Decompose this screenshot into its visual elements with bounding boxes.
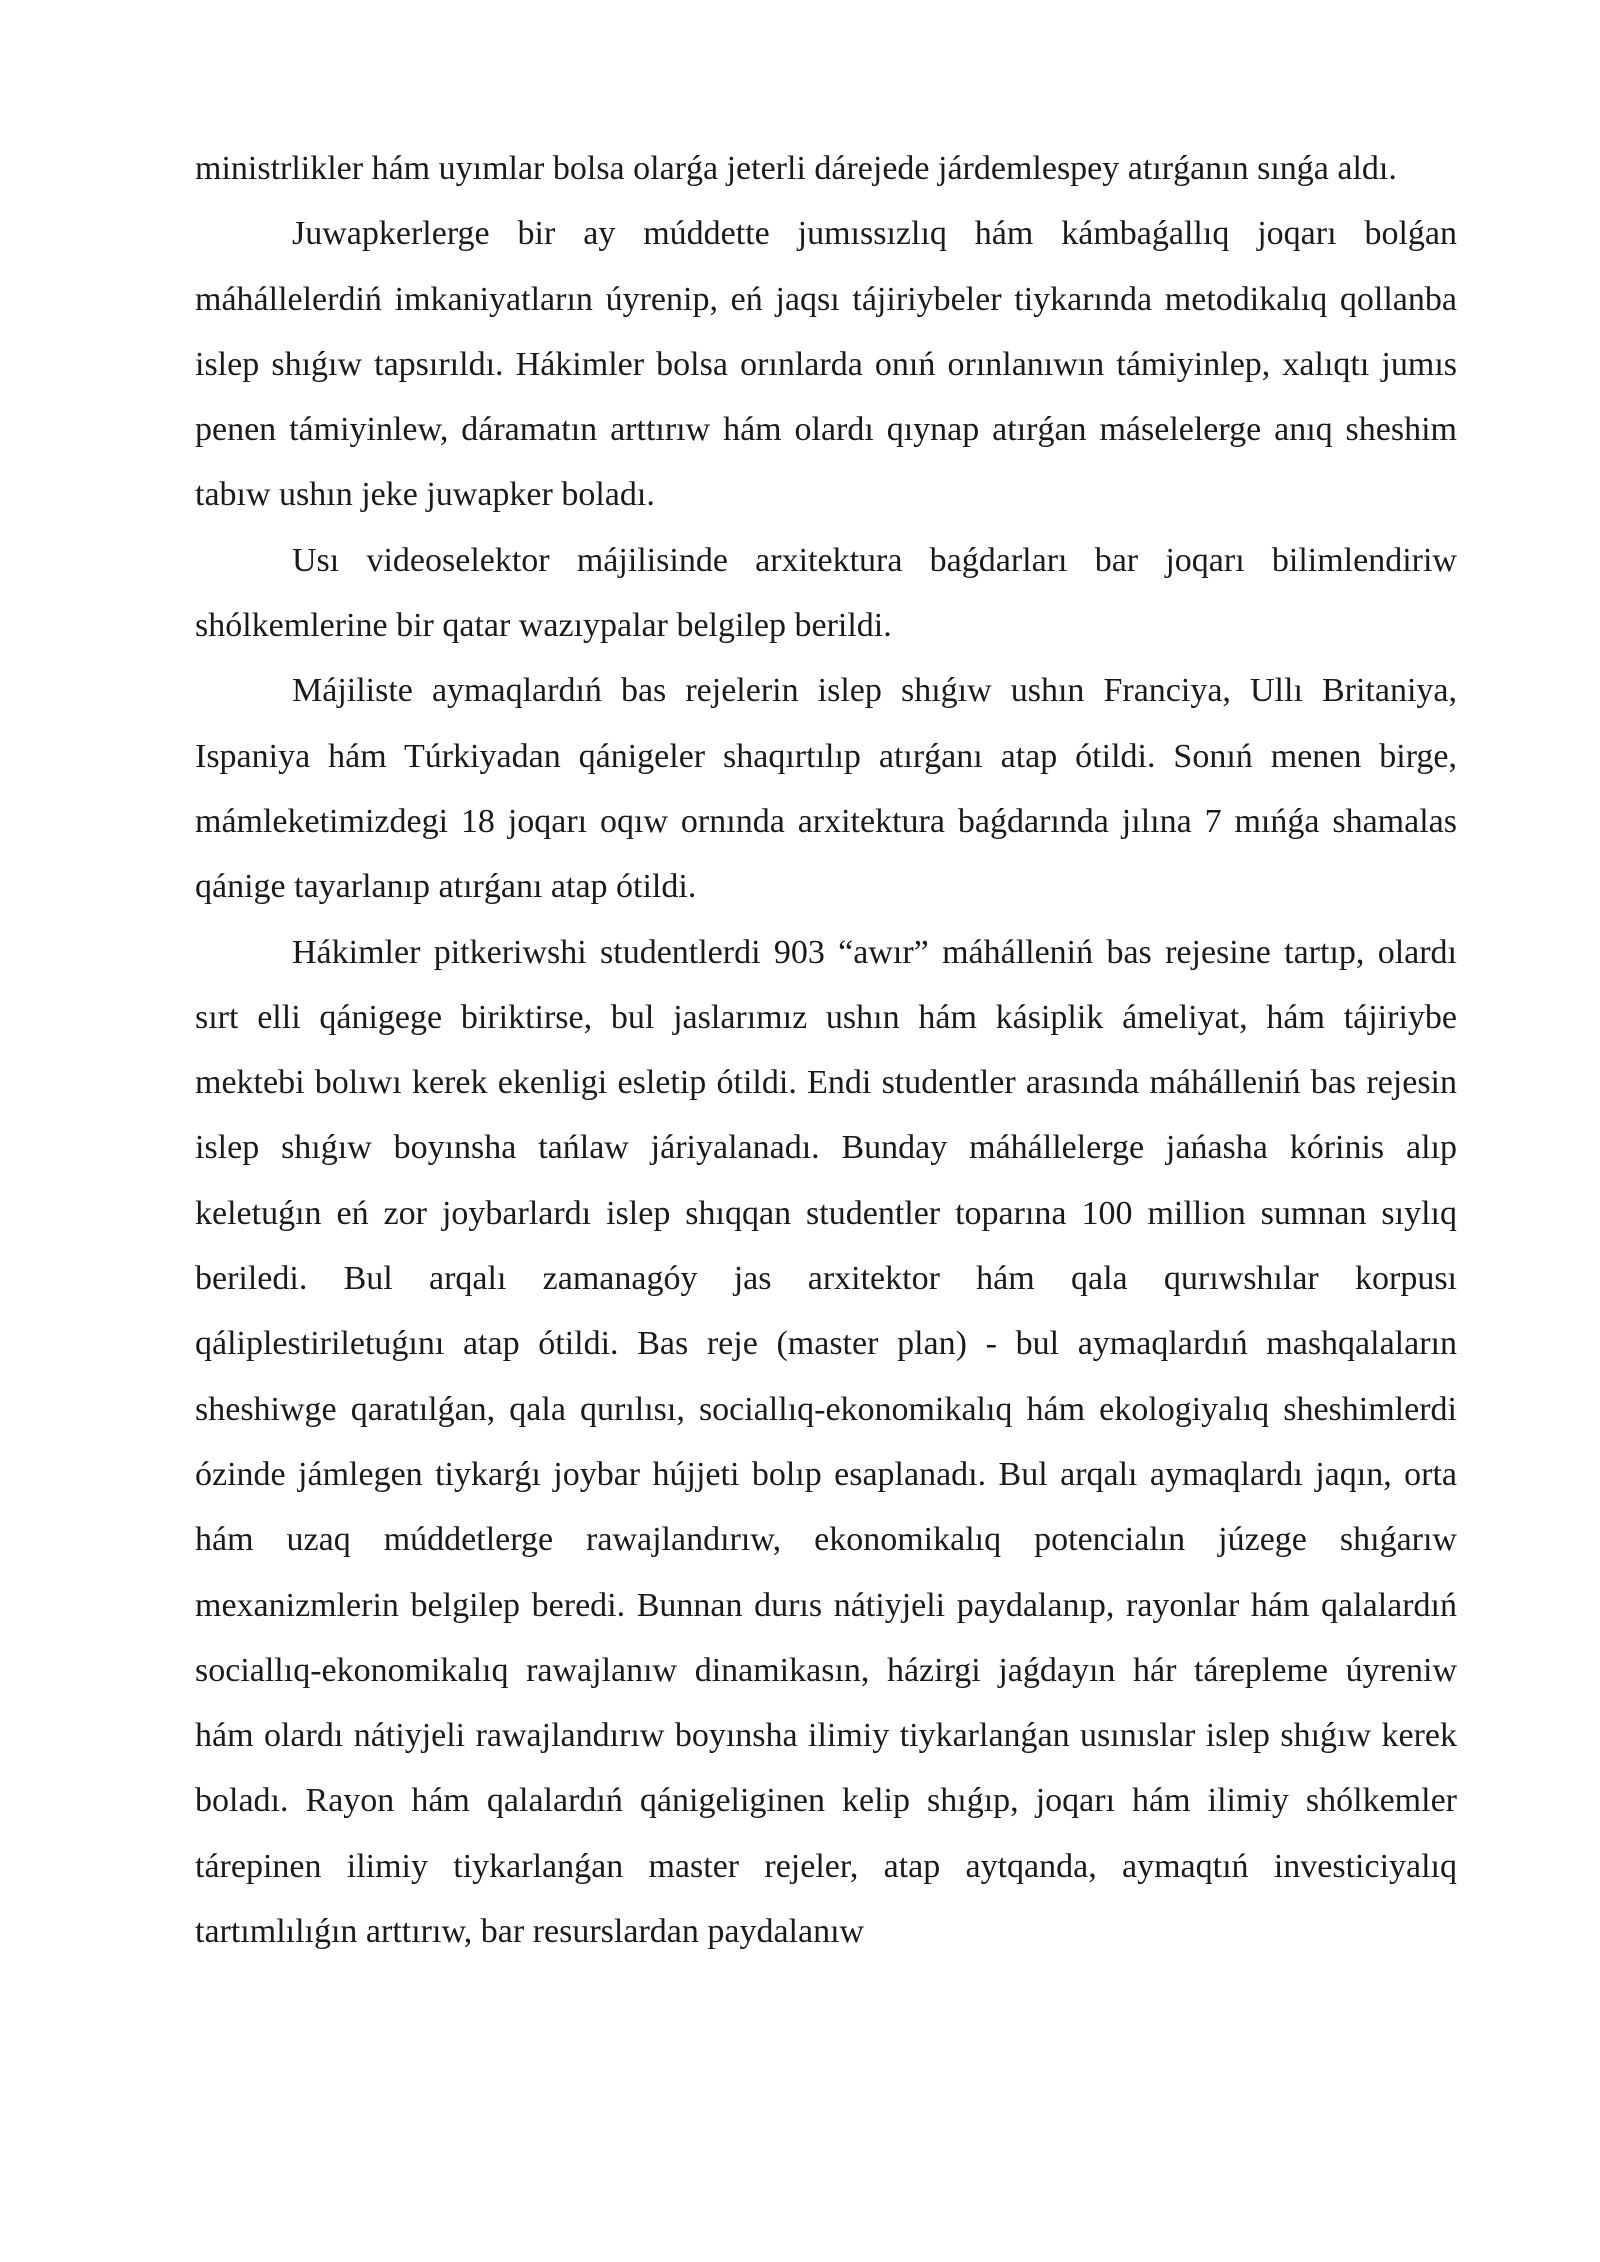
document-body <box>195 136 1457 1964</box>
paragraph: Usı videoselektor májilisinde arxitektura baǵdarları bar joqarı bilimlendiriw shólkemlerine bir qatar wazıypalar belgilep berildi. <box>195 541 1457 645</box>
paragraph: Hákimler pitkeriwshi studentlerdi 903 “awır” máhálleniń bas rejesine tartıp, olardı sırt elli qánigege biriktirse, bul jaslarımız ushın hám kásiplik ámeliyat, hám tájiriybe mektebi bolıwı kerek ekenligi esletip ótildi. Endi studentler arasında máhálleniń bas rejesin islep shıǵıw boyınsha tańlaw járiyalanadı. Bunday máhállelerge jańasha kórinis alıp keletuǵın eń zor joybarlardı islep shıqqan studentler toparına 100 million sumnan sıylıq beriledi. Bul arqalı zamanagóy jas arxitektor hám qala qurıwshılar korpusı qáliplestiriletuǵını atap ótildi. Bas reje (master plan) - bul aymaqlardıń mashqalaların sheshiwge qaratılǵan, qala qurılısı, sociallıq-ekonomikalıq hám ekologiyalıq sheshimlerdi ózinde jámlegen tiykarǵı joybar hújjeti bolıp esaplanadı. Bul arqalı aymaqlardı jaqın, orta hám uzaq múddetlerge rawajlandırıw, ekonomikalıq potencialın júzege shıǵarıw mexanizmlerin belgilep beredi. Bunnan durıs nátiyjeli paydalanıp, rayonlar hám qalalardıń sociallıq-ekonomikalıq rawajlanıw dinamikasın, házirgi jaǵdayın hár tárepleme úyreniw hám olardı nátiyjeli rawajlandırıw boyınsha ilimiy tiykarlanǵan usınıslar islep shıǵıw kerek boladı. Rayon hám qalalardıń qánigeliginen kelip shıǵıp, joqarı hám ilimiy shólkemler tárepinen ilimiy tiykarlanǵan master rejeler, atap aytqanda, aymaqtıń investiciyalıq tartımlılıǵın arttırıw, bar resurslardan paydalanıw <box>195 933 1457 1951</box>
paragraph-continued: ministrlikler hám uyımlar bolsa olarǵa jeterli dárejede járdemlespey atırǵanın sınǵa aldı. <box>195 150 1397 187</box>
paragraph: Májiliste aymaqlardıń bas rejelerin islep shıǵıw ushın Franciya, Ullı Britaniya, Ispaniya hám Túrkiyadan qánigeler shaqırtılıp atırǵanı atap ótildi. Sonıń menen birge, mámleketimizdegi 18 joqarı oqıw ornında arxitektura baǵdarında jılına 7 mıńǵa shamalas qánige tayarlanıp atırǵanı atap ótildi. <box>195 672 1457 906</box>
paragraph: Juwapkerlerge bir ay múddette jumıssızlıq hám kámbaǵallıq joqarı bolǵan máhállelerdiń imkaniyatların úyrenip, eń jaqsı tájiriybeler tiykarında metodikalıq qollanba islep shıǵıw tapsırıldı. Hákimler bolsa orınlarda onıń orınlanıwın támiyinlep, xalıqtı jumıs penen támiyinlew, dáramatın arttırıw hám olardı qıynap atırǵan máselelerge anıq sheshim tabıw ushın jeke juwapker boladı. <box>195 215 1457 514</box>
